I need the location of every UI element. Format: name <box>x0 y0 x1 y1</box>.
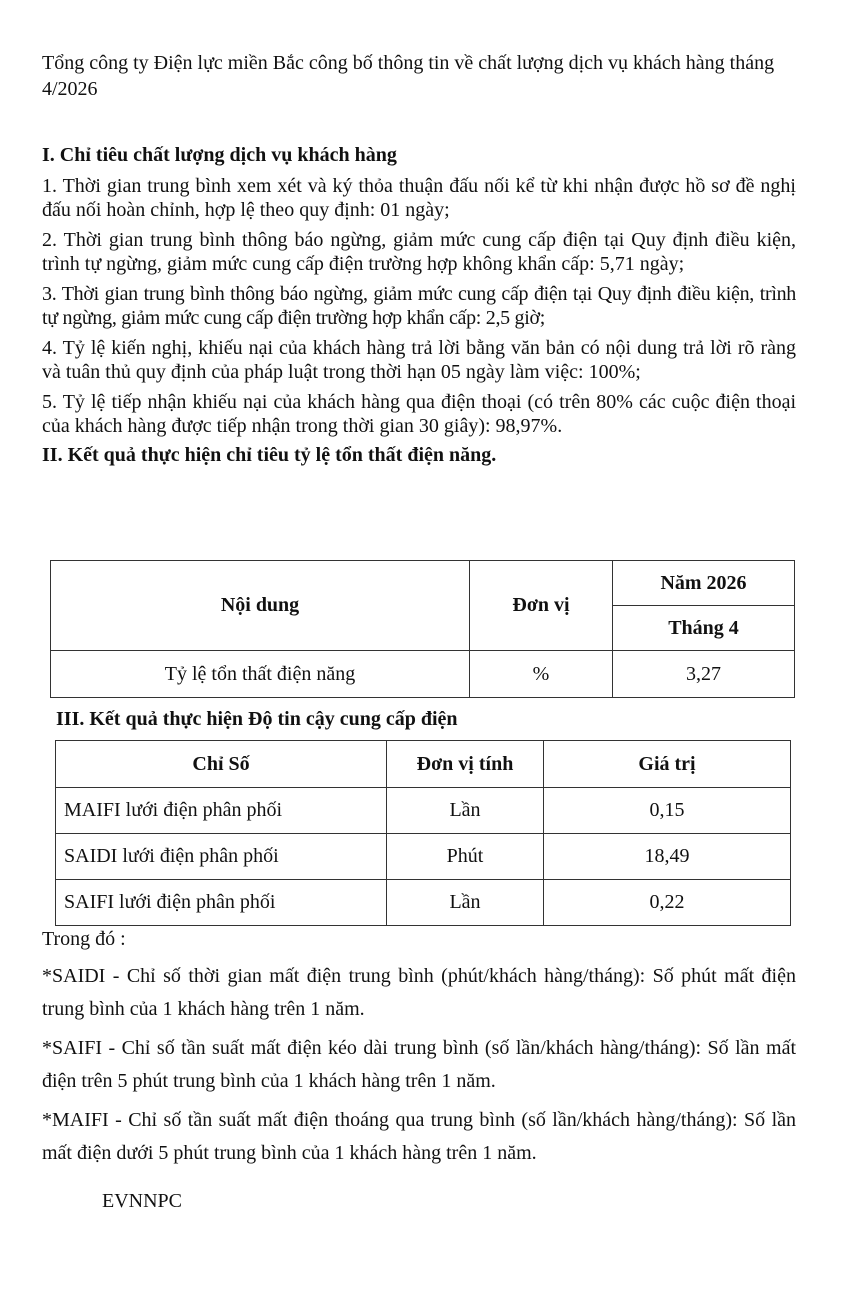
notes-lead: Trong đó : <box>42 928 126 950</box>
cell-content: Tỷ lệ tổn thất điện năng <box>51 651 470 698</box>
reliability-table <box>55 740 791 926</box>
table-row <box>56 834 791 880</box>
header-content: Nội dung <box>51 561 470 651</box>
header-index: Chỉ Số <box>56 741 387 788</box>
cell-unit: Lần <box>387 788 544 834</box>
table-row <box>56 788 791 834</box>
cell-unit: Phút <box>387 834 544 880</box>
note-saidi: *SAIDI - Chỉ số thời gian mất điện trung bình (phút/khách hàng/tháng): Số phút mất điện trung bình của 1 khách hàng trên 1 năm. <box>42 965 796 1020</box>
document-page <box>42 50 796 1212</box>
header-unit: Đơn vị tính <box>387 741 544 788</box>
header-unit: Đơn vị <box>470 561 613 651</box>
section2-title: II. Kết quả thực hiện chỉ tiêu tỷ lệ tổn thất điện năng. <box>42 444 497 466</box>
table-row <box>56 880 791 926</box>
cell-value: 0,15 <box>544 788 791 834</box>
section1-item-2: 2. Thời gian trung bình thông báo ngừng, giảm mức cung cấp điện tại Quy định điều kiện, trình tự ngừng, giảm mức cung cấp điện trường hợp không khẩn cấp: 5,71 ngày; <box>42 229 796 275</box>
section1-title: I. Chỉ tiêu chất lượng dịch vụ khách hàng <box>42 144 397 166</box>
header-year: Năm 2026 <box>613 561 795 606</box>
notes-block <box>42 926 796 1176</box>
note-maifi: *MAIFI - Chỉ số tần suất mất điện thoáng qua trung bình (số lần/khách hàng/tháng): Số lần mất điện dưới 5 phút trung bình của 1 khách hàng trên 1 năm. <box>42 1109 796 1164</box>
cell-index: SAIFI lưới điện phân phối <box>56 880 387 926</box>
cell-value: 0,22 <box>544 880 791 926</box>
cell-value: 3,27 <box>613 651 795 698</box>
header-month: Tháng 4 <box>613 606 795 651</box>
cell-index: MAIFI lưới điện phân phối <box>56 788 387 834</box>
loss-rate-table <box>50 560 795 698</box>
table-row <box>51 651 795 698</box>
section1-item-4: 4. Tỷ lệ kiến nghị, khiếu nại của khách hàng trả lời bằng văn bản có nội dung trả lời rõ ràng và tuân thủ quy định của pháp luật trong thời hạn 05 ngày làm việc: 100%; <box>42 337 796 383</box>
cell-value: 18,49 <box>544 834 791 880</box>
section1-item-3: 3. Thời gian trung bình thông báo ngừng, giảm mức cung cấp điện tại Quy định điều kiện, trình tự ngừng, giảm mức cung cấp điện trường hợp khẩn cấp: 2,5 giờ; <box>42 283 796 329</box>
section1-item-5: 5. Tỷ lệ tiếp nhận khiếu nại của khách hàng qua điện thoại (có trên 80% các cuộc điện thoại của khách hàng được tiếp nhận trong thời gian 30 giây): 98,97%. <box>42 391 796 437</box>
cell-unit: Lần <box>387 880 544 926</box>
section1-item-1: 1. Thời gian trung bình xem xét và ký thỏa thuận đấu nối kể từ khi nhận được hồ sơ đề nghị đấu nối hoàn chỉnh, hợp lệ theo quy định: 01 ngày; <box>42 175 796 221</box>
section3-title: III. Kết quả thực hiện Độ tin cậy cung cấp điện <box>56 708 458 730</box>
cell-unit: % <box>470 651 613 698</box>
signature: EVNNPC <box>102 1190 183 1212</box>
note-saifi: *SAIFI - Chỉ số tần suất mất điện kéo dài trung bình (số lần/khách hàng/tháng): Số lần mất điện trên 5 phút trung bình của 1 khách hàng trên 1 năm. <box>42 1037 796 1092</box>
intro-paragraph: Tổng công ty Điện lực miền Bắc công bố thông tin về chất lượng dịch vụ khách hàng tháng 4/2026 <box>42 52 775 100</box>
cell-index: SAIDI lưới điện phân phối <box>56 834 387 880</box>
header-value: Giá trị <box>544 741 791 788</box>
